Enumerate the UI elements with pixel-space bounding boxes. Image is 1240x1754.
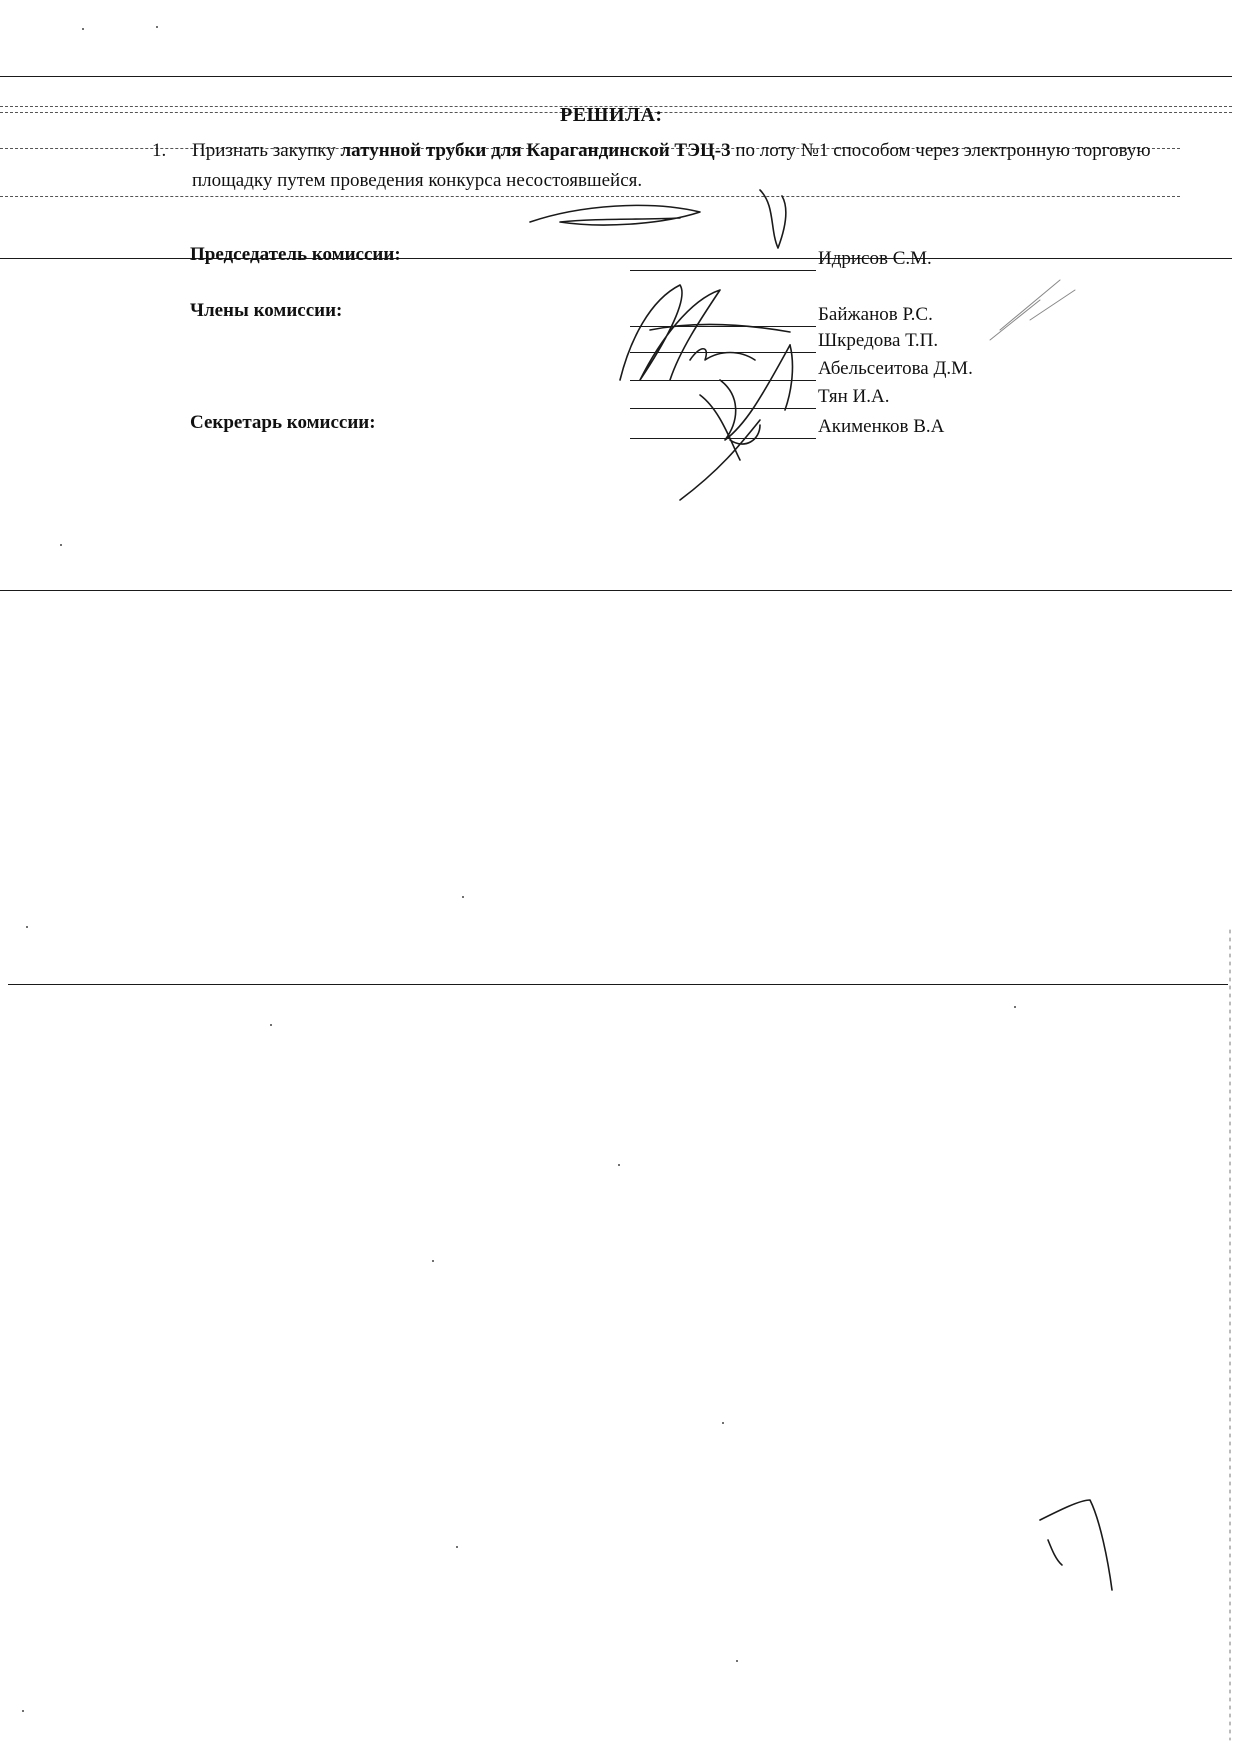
scan-speck (456, 1546, 458, 1548)
member-signature (690, 349, 755, 360)
scan-speck (736, 1660, 738, 1662)
signature-line (630, 438, 816, 439)
secretary-label: Секретарь комиссии: (190, 412, 376, 433)
signature-line (630, 270, 816, 271)
member-name: Тян И.А. (818, 386, 890, 407)
scan-speck (156, 26, 158, 28)
scan-speck (432, 1260, 434, 1262)
member-signature (720, 345, 790, 440)
member-signature (620, 285, 720, 380)
chairman-label: Председатель комиссии: (190, 244, 401, 265)
member-name: Абельсеитова Д.М. (818, 358, 973, 379)
member-name: Байжанов Р.С. (818, 304, 933, 325)
member-name: Шкредова Т.П. (818, 330, 939, 351)
decision-text (192, 136, 1152, 196)
chairman-name: Идрисов С.М. (818, 248, 932, 269)
scan-speck (462, 896, 464, 898)
scan-line (0, 76, 1232, 77)
decision-heading: РЕШИЛА: (560, 104, 663, 126)
scan-speck (26, 926, 28, 928)
chairman-signature (530, 205, 700, 225)
corner-mark (1048, 1540, 1062, 1565)
signature-line (630, 408, 816, 409)
faint-signature (990, 280, 1075, 340)
scan-line (8, 984, 1228, 985)
member-signature (785, 345, 792, 410)
corner-mark (1040, 1500, 1112, 1590)
decision-text-bold: латунной трубки для Карагандинской ТЭЦ-3 (340, 140, 731, 161)
secretary-signature (680, 420, 760, 500)
scan-speck (722, 1422, 724, 1424)
scan-speck (82, 28, 84, 30)
signature-line (630, 352, 816, 353)
decision-number: 1. (152, 140, 167, 161)
signature-line (630, 380, 816, 381)
secretary-name: Акименков В.А (818, 416, 945, 437)
decision-text-before: Признать закупку (192, 140, 341, 161)
scan-line (0, 590, 1232, 591)
members-label: Члены комиссии: (190, 300, 343, 321)
decision-text-after: по лоту №1 способом через электронную торговую площадку путем проведения конкурса несостоявшейся. (192, 140, 1151, 191)
scan-speck (22, 1710, 24, 1712)
scan-speck (1014, 1006, 1016, 1008)
scan-line (0, 196, 1180, 197)
chairman-signature (760, 190, 786, 248)
scan-line (0, 258, 1232, 259)
scan-speck (60, 544, 62, 546)
scan-speck (270, 1024, 272, 1026)
signature-line (630, 326, 816, 327)
scan-speck (618, 1164, 620, 1166)
member-signature (700, 395, 740, 460)
